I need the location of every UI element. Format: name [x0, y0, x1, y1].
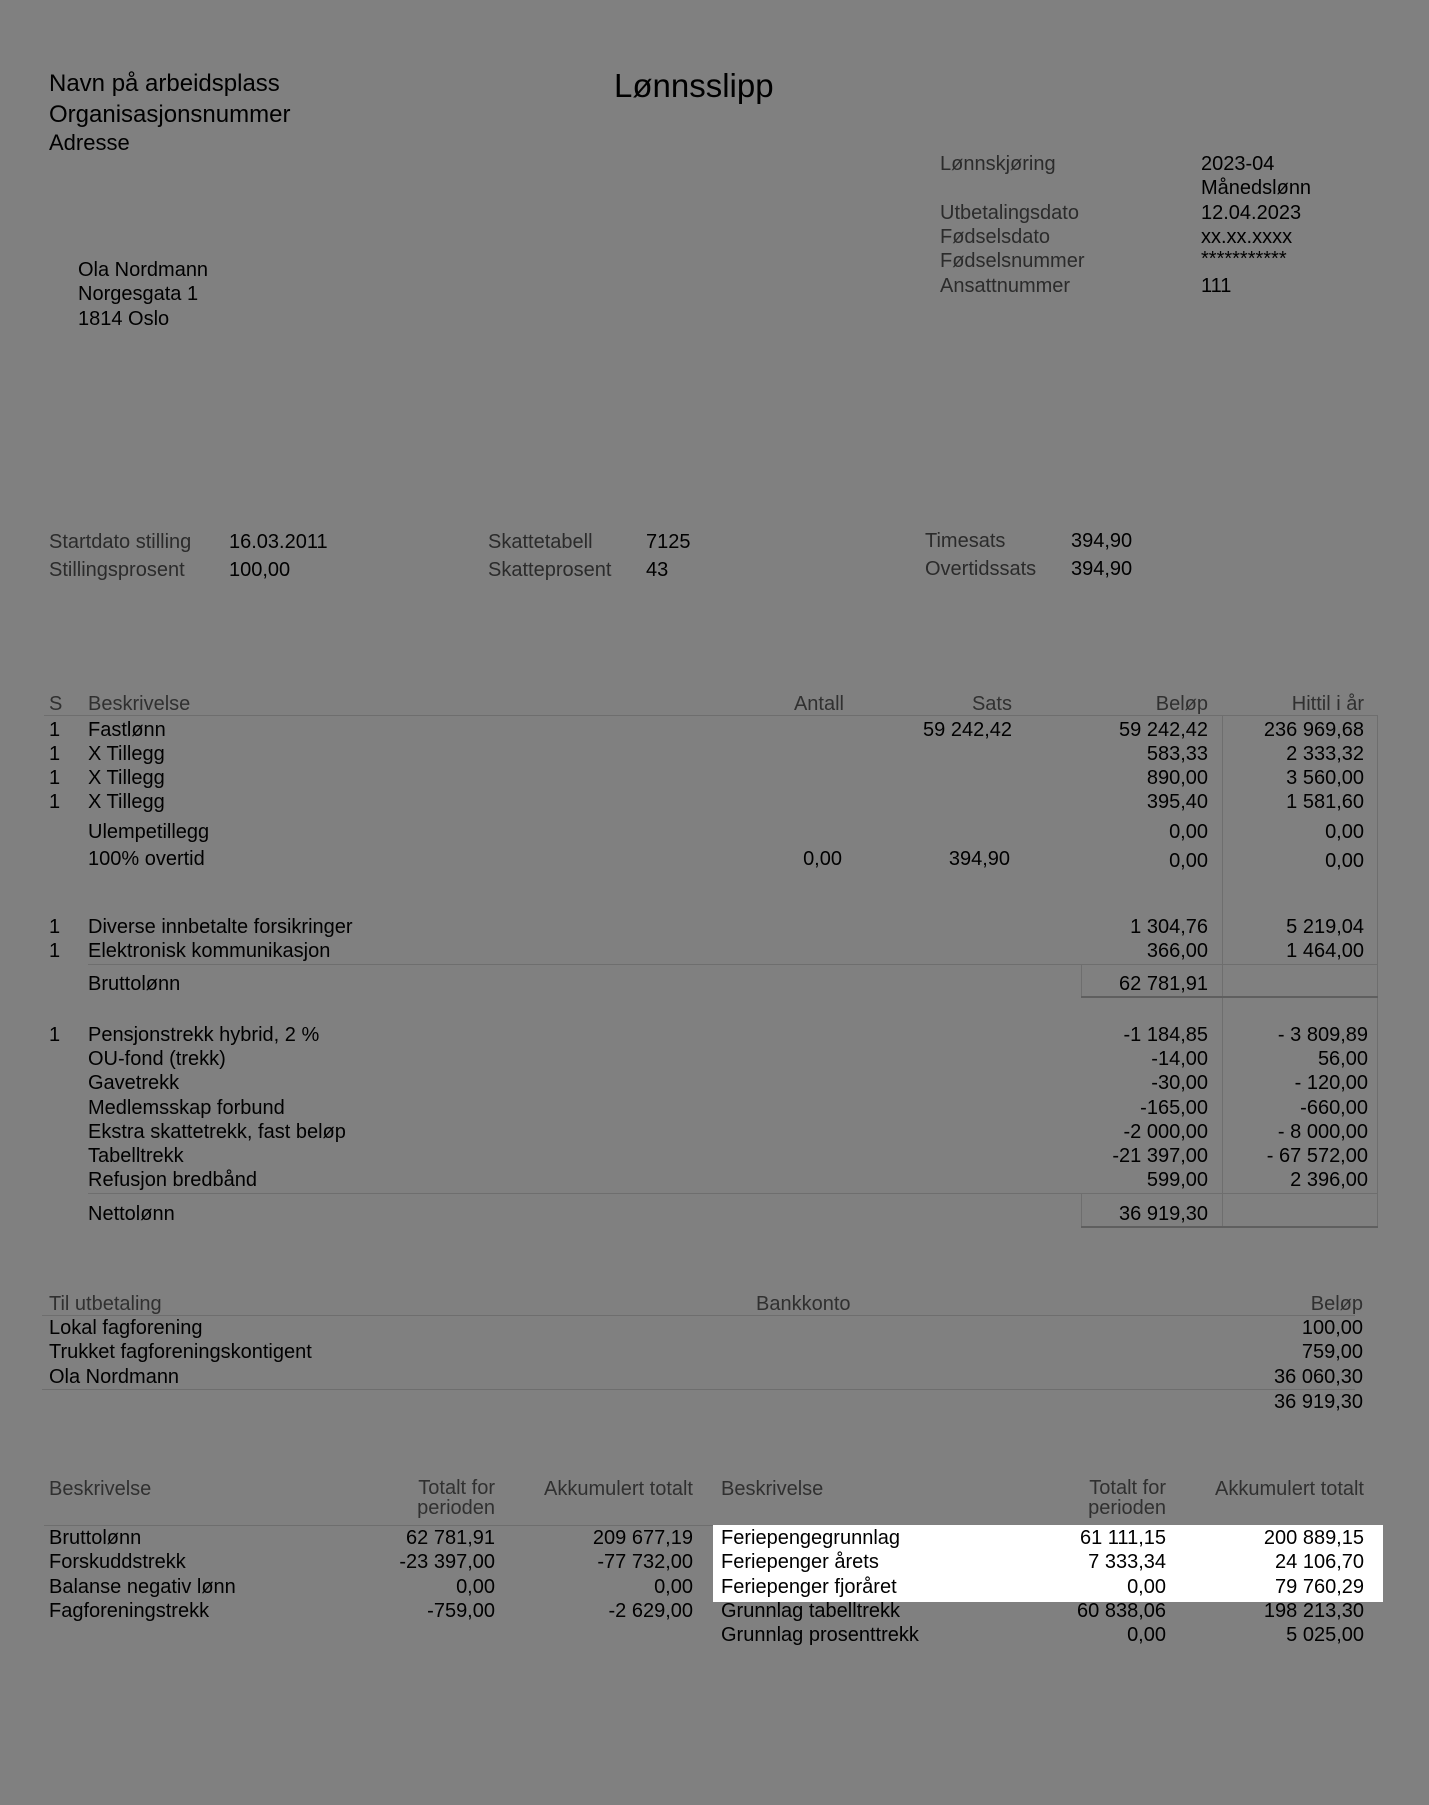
summary-period: 7 333,34	[1088, 1551, 1166, 1573]
payout-description: Trukket fagforeningskontigent	[49, 1341, 312, 1363]
row-amount: 0,00	[1169, 850, 1208, 872]
row-ytd: 0,00	[1325, 850, 1364, 872]
summary-accumulated: 5 025,00	[1286, 1624, 1364, 1646]
summary-description: Feriepenger årets	[721, 1551, 879, 1573]
payroll-run-value: 2023-04	[1201, 153, 1275, 175]
summary-description: Forskuddstrekk	[49, 1551, 186, 1573]
page-title: Lønnsslipp	[614, 67, 774, 104]
row-ytd: 2 333,32	[1286, 743, 1364, 765]
summary-period: -23 397,00	[399, 1551, 495, 1573]
start-date-label: Startdato stilling	[49, 531, 192, 553]
employee-street: Norgesgata 1	[78, 283, 199, 305]
summary-accumulated: 0,00	[654, 1576, 693, 1598]
summary-accumulated: -77 732,00	[597, 1551, 693, 1573]
row-description: X Tillegg	[88, 743, 165, 765]
summary-period: -759,00	[427, 1600, 495, 1622]
payout-header-amount: Beløp	[1310, 1293, 1363, 1315]
summary-description: Bruttolønn	[49, 1527, 142, 1549]
divider	[42, 1389, 1355, 1390]
payout-amount: 759,00	[1301, 1341, 1363, 1363]
row-amount: -30,00	[1151, 1072, 1208, 1094]
column-separator	[1081, 964, 1082, 996]
row-amount: -1 184,85	[1123, 1024, 1208, 1046]
row-amount: 1 304,76	[1130, 916, 1208, 938]
row-s: 1	[49, 916, 61, 938]
gross-label: Bruttolønn	[88, 973, 181, 995]
divider	[88, 964, 1378, 965]
payout-header-description: Til utbetaling	[49, 1293, 162, 1315]
row-ytd: 5 219,04	[1286, 916, 1364, 938]
summary-left-header-period	[345, 1478, 495, 1518]
payout-description: Ola Nordmann	[49, 1366, 180, 1388]
row-description: OU-fond (trekk)	[88, 1048, 226, 1070]
row-amount: -2 000,00	[1123, 1121, 1208, 1143]
row-ytd: 1 464,00	[1286, 940, 1364, 962]
row-quantity: 0,00	[803, 848, 842, 870]
summary-left-header-period-line2: perioden	[417, 1497, 495, 1519]
summary-accumulated: 79 760,29	[1275, 1576, 1364, 1598]
row-ytd: -660,00	[1300, 1097, 1368, 1119]
summary-left-header-period-line1: Totalt for	[418, 1477, 495, 1499]
row-amount: 583,33	[1146, 743, 1208, 765]
summary-period: 60 838,06	[1077, 1600, 1166, 1622]
hourly-rate-label: Timesats	[925, 530, 1006, 552]
gross-underline	[1081, 996, 1378, 998]
start-date-value: 16.03.2011	[229, 531, 328, 553]
summary-description: Balanse negativ lønn	[49, 1576, 236, 1598]
row-amount: -21 397,00	[1112, 1145, 1208, 1167]
summary-description: Feriepenger fjoråret	[721, 1576, 897, 1598]
summary-right-header-period-line2: perioden	[1088, 1497, 1166, 1519]
employer-name: Navn på arbeidsplass	[49, 70, 280, 97]
row-description: Gavetrekk	[88, 1072, 180, 1094]
row-description: Pensjonstrekk hybrid, 2 %	[88, 1024, 320, 1046]
row-amount: 395,40	[1146, 791, 1208, 813]
gross-amount: 62 781,91	[1119, 973, 1208, 995]
row-rate: 394,90	[948, 848, 1010, 870]
row-amount: -165,00	[1140, 1097, 1208, 1119]
net-label: Nettolønn	[88, 1203, 175, 1225]
overtime-rate-value: 394,90	[1071, 558, 1133, 580]
payout-description: Lokal fagforening	[49, 1317, 203, 1339]
table-right-border	[1377, 715, 1378, 1226]
row-description: Diverse innbetalte forsikringer	[88, 916, 353, 938]
pay-type-value: Månedslønn	[1201, 177, 1312, 199]
summary-description: Grunnlag prosenttrekk	[721, 1624, 919, 1646]
employer-org-number: Organisasjonsnummer	[49, 101, 291, 128]
payout-header-account: Bankkonto	[756, 1293, 851, 1315]
summary-period: 61 111,15	[1079, 1527, 1166, 1549]
row-ytd: 2 396,00	[1290, 1169, 1368, 1191]
employee-number-value: 111	[1201, 275, 1232, 297]
overtime-rate-label: Overtidssats	[925, 558, 1037, 580]
row-amount: 59 242,42	[1119, 719, 1208, 741]
row-description: Elektronisk kommunikasjon	[88, 940, 331, 962]
row-description: X Tillegg	[88, 767, 165, 789]
payroll-run-label: Lønnskjøring	[940, 153, 1056, 175]
position-percent-label: Stillingsprosent	[49, 559, 185, 581]
summary-accumulated: 209 677,19	[592, 1527, 693, 1549]
summary-accumulated: 200 889,15	[1263, 1527, 1364, 1549]
tax-table-value: 7125	[646, 531, 691, 553]
tax-percent-label: Skatteprosent	[488, 559, 612, 581]
national-id-label: Fødselsnummer	[940, 250, 1085, 272]
row-amount: 366,00	[1146, 940, 1208, 962]
payout-amount: 100,00	[1301, 1317, 1363, 1339]
summary-accumulated: -2 629,00	[608, 1600, 693, 1622]
summary-left-header-accumulated: Akkumulert totalt	[544, 1478, 693, 1500]
col-header-amount: Beløp	[1155, 693, 1208, 715]
row-s: 1	[49, 767, 61, 789]
row-ytd: 3 560,00	[1286, 767, 1364, 789]
summary-right-header-description: Beskrivelse	[721, 1478, 824, 1500]
row-ytd: 1 581,60	[1286, 791, 1364, 813]
divider	[88, 1193, 1378, 1194]
row-s: 1	[49, 791, 61, 813]
row-rate: 59 242,42	[923, 719, 1012, 741]
summary-accumulated: 198 213,30	[1263, 1600, 1364, 1622]
col-header-ytd: Hittil i år	[1291, 693, 1364, 715]
col-header-quantity: Antall	[793, 693, 844, 715]
summary-period: 0,00	[1127, 1624, 1166, 1646]
row-s: 1	[49, 743, 61, 765]
row-description: Fastlønn	[88, 719, 166, 741]
tax-table-label: Skattetabell	[488, 531, 593, 553]
col-header-s: S	[49, 693, 63, 715]
row-s: 1	[49, 1024, 61, 1046]
header-divider	[44, 715, 1378, 716]
summary-period: 62 781,91	[406, 1527, 495, 1549]
divider	[42, 1315, 1355, 1316]
row-description: 100% overtid	[88, 848, 205, 870]
col-header-rate: Sats	[971, 693, 1012, 715]
summary-description: Grunnlag tabelltrekk	[721, 1600, 900, 1622]
net-amount: 36 919,30	[1119, 1203, 1208, 1225]
row-ytd: - 67 572,00	[1266, 1145, 1368, 1167]
row-ytd: 56,00	[1317, 1048, 1368, 1070]
payout-total: 36 919,30	[1274, 1391, 1363, 1413]
row-amount: -14,00	[1151, 1048, 1208, 1070]
summary-left-header-description: Beskrivelse	[49, 1478, 152, 1500]
row-amount: 599,00	[1146, 1169, 1208, 1191]
summary-period: 0,00	[456, 1576, 495, 1598]
employee-name: Ola Nordmann	[78, 259, 209, 281]
row-ytd: 236 969,68	[1263, 719, 1364, 741]
employee-number-label: Ansattnummer	[940, 275, 1071, 297]
national-id-value: ***********	[1201, 248, 1287, 270]
birth-date-label: Fødselsdato	[940, 226, 1051, 248]
row-ytd: 0,00	[1325, 821, 1364, 843]
row-amount: 890,00	[1146, 767, 1208, 789]
row-ytd: - 3 809,89	[1277, 1024, 1368, 1046]
employer-address: Adresse	[49, 130, 130, 155]
column-separator	[1081, 1193, 1082, 1226]
position-percent-value: 100,00	[229, 559, 291, 581]
summary-accumulated: 24 106,70	[1275, 1551, 1364, 1573]
col-header-description: Beskrivelse	[88, 693, 191, 715]
row-description: Refusjon bredbånd	[88, 1169, 258, 1191]
payout-amount: 36 060,30	[1274, 1366, 1363, 1388]
row-ytd: - 8 000,00	[1277, 1121, 1368, 1143]
summary-description: Fagforeningstrekk	[49, 1600, 210, 1622]
row-s: 1	[49, 719, 61, 741]
tax-percent-value: 43	[646, 559, 669, 581]
row-description: Medlemsskap forbund	[88, 1097, 285, 1119]
row-description: Ekstra skattetrekk, fast beløp	[88, 1121, 346, 1143]
summary-right-header-period-line1: Totalt for	[1089, 1477, 1166, 1499]
row-description: Tabelltrekk	[88, 1145, 184, 1167]
birth-date-value: xx.xx.xxxx	[1201, 226, 1293, 248]
row-description: X Tillegg	[88, 791, 165, 813]
hourly-rate-value: 394,90	[1071, 530, 1133, 552]
net-underline	[1081, 1226, 1378, 1228]
summary-right-header-accumulated: Akkumulert totalt	[1215, 1478, 1364, 1500]
row-s: 1	[49, 940, 61, 962]
summary-description: Feriepengegrunnlag	[721, 1527, 901, 1549]
summary-right-header-period	[1016, 1478, 1166, 1518]
row-ytd: - 120,00	[1294, 1072, 1368, 1094]
payment-date-value: 12.04.2023	[1201, 202, 1302, 224]
employee-city: 1814 Oslo	[78, 308, 170, 330]
summary-period: 0,00	[1127, 1576, 1166, 1598]
payment-date-label: Utbetalingsdato	[940, 202, 1079, 224]
row-amount: 0,00	[1169, 821, 1208, 843]
row-description: Ulempetillegg	[88, 821, 210, 843]
